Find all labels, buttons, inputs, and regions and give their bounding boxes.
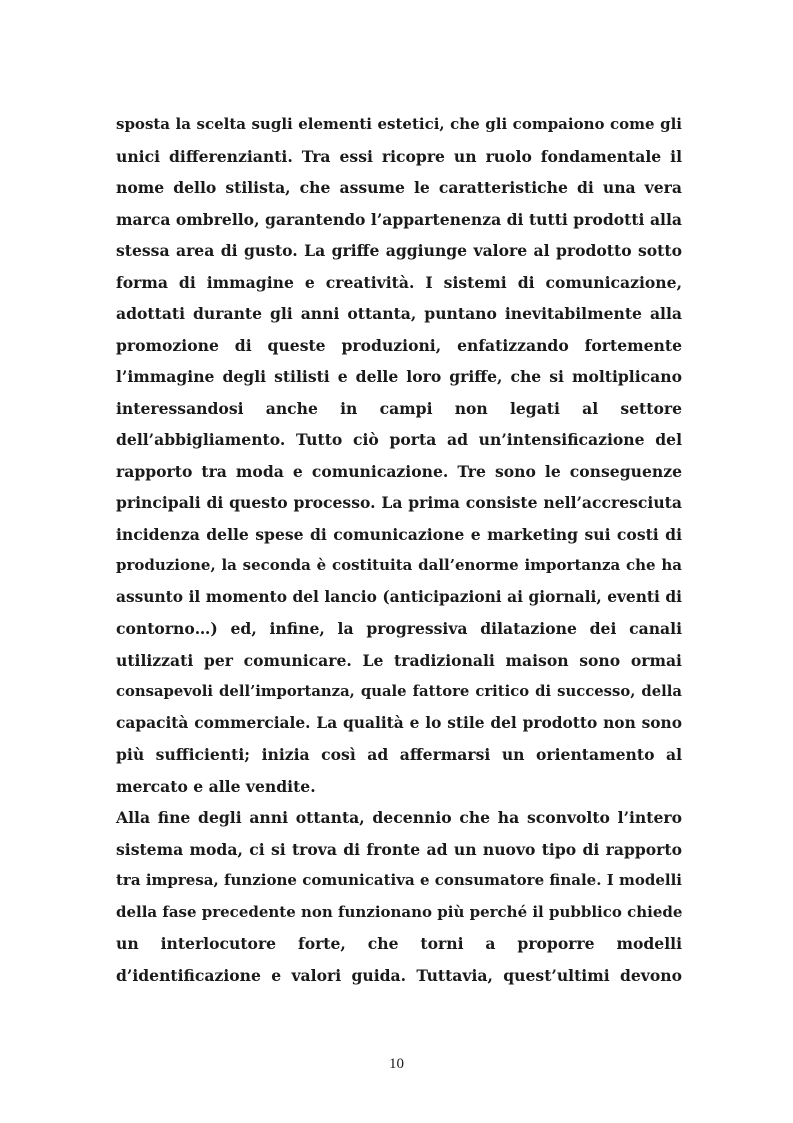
text-line: l’immagine degli stilisti e delle loro griffe, che si moltiplicano (116, 367, 682, 386)
text-line: capacità commerciale. La qualità e lo stile del prodotto non sono (116, 713, 682, 732)
text-line: assunto il momento del lancio (anticipazioni ai giornali, eventi di (116, 587, 682, 606)
text-line: unici differenzianti. Tra essi ricopre un ruolo fondamentale il (116, 146, 682, 166)
text-line: più sufficienti; inizia così ad affermarsi un orientamento al (116, 745, 682, 764)
text-line: forma di immagine e creatività. I sistemi di comunicazione, (116, 272, 682, 292)
text-line: adottati durante gli anni ottanta, puntano inevitabilmente alla (116, 304, 682, 323)
text-line: utilizzati per comunicare. Le tradizionali maison sono ormai (116, 650, 682, 670)
text-line: nome dello stilista, che assume le caratteristiche di una vera (116, 178, 682, 197)
text-line: mercato e alle vendite. (116, 776, 316, 796)
text-line: tra impresa, funzione comunicativa e consumatore finale. I modelli (116, 871, 682, 889)
text-line: interessandosi anche in campi non legati al settore (116, 398, 682, 418)
text-line: consapevoli dell’importanza, quale fattore critico di successo, della (116, 683, 682, 700)
text-line: produzione, la seconda è costituita dall’enorme importanza che ha (116, 556, 682, 574)
text-line: dell’abbigliamento. Tutto ciò porta ad un’intensificazione del (116, 430, 682, 449)
text-line: incidenza delle spese di comunicazione e marketing sui costi di (116, 524, 682, 544)
text-line: d’identificazione e valori guida. Tuttavia, quest’ultimi devono (116, 965, 682, 985)
text-line: promozione di queste produzioni, enfatizzando fortemente (116, 335, 682, 355)
text-line: stessa area di gusto. La griffe aggiunge valore al prodotto sotto (116, 241, 682, 260)
body-text (116, 109, 682, 991)
text-line: Alla fine degli anni ottanta, decennio che ha sconvolto l’intero (116, 808, 682, 827)
text-line: contorno…) ed, infine, la progressiva dilatazione dei canali (116, 619, 682, 638)
page-number: 10 (389, 1056, 404, 1072)
text-line: della fase precedente non funzionano più perché il pubblico chiede (116, 902, 683, 921)
text-line: sistema moda, ci si trova di fronte ad un nuovo tipo di rapporto (116, 839, 682, 859)
text-line: rapporto tra moda e comunicazione. Tre sono le conseguenze (116, 461, 682, 481)
text-line: sposta la scelta sugli elementi estetici, che gli compaiono come gli (116, 115, 682, 133)
text-line: marca ombrello, garantendo l’appartenenza di tutti prodotti alla (116, 209, 682, 229)
text-line: un interlocutore forte, che torni a proporre modelli (116, 934, 682, 953)
text-line: principali di questo processo. La prima consiste nell’accresciuta (116, 493, 682, 512)
